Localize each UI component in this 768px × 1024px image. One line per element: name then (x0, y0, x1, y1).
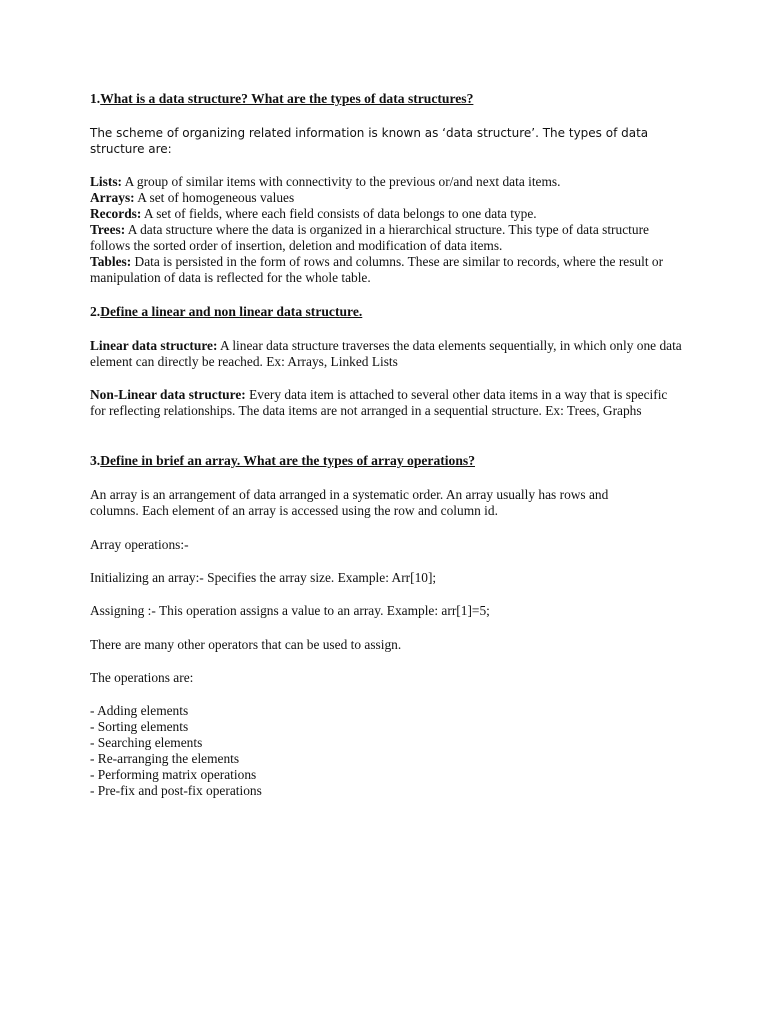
q1-heading (90, 91, 690, 107)
list-item: - Performing matrix operations (90, 767, 257, 782)
q3-para-operations-are: The operations are: (90, 670, 194, 685)
q1-title: What is a data structure? What are the types of data structures? (100, 91, 474, 106)
q2-linear-para: Linear data structure: A linear data structure traverses the data elements sequentially, in which only one data element can directly be reached. Ex: Arrays, Linked Lists (90, 338, 682, 369)
q1-item-records: Records: A set of fields, where each field consists of data belongs to one data type. (90, 206, 537, 221)
q1-item-tables: Tables: Data is persisted in the form of rows and columns. These are similar to records, where the result or manipulation of data is reflected for the whole table. (90, 254, 664, 285)
q3-para-other-operators: There are many other operators that can be used to assign. (90, 637, 402, 652)
q3-para-definition: An array is an arrangement of data arranged in a systematic order. An array usually has rows and columns. Each element of an array is accessed using the row and column id. (90, 487, 609, 518)
q3-operations-list (90, 703, 690, 799)
q2-number: 2. (90, 304, 101, 319)
list-item: - Pre-fix and post-fix operations (90, 783, 262, 798)
list-item: - Adding elements (90, 703, 189, 718)
list-item: - Searching elements (90, 735, 203, 750)
list-item: - Sorting elements (90, 719, 189, 734)
q2-nonlinear-para: Non-Linear data structure: Every data item is attached to several other data items in a way that is specific for reflecting relationships. The data items are not arranged in a sequential structure. Ex: Trees, Graphs (90, 387, 668, 418)
q3-para-array-operations: Array operations:- (90, 537, 189, 552)
q1-number: 1. (90, 91, 101, 106)
q3-para-assigning: Assigning :- This operation assigns a value to an array. Example: arr[1]=5; (90, 603, 490, 618)
q2-heading (90, 304, 690, 320)
q3-para-initializing: Initializing an array:- Specifies the array size. Example: Arr[10]; (90, 570, 437, 585)
q1-type-list (90, 174, 680, 286)
q1-item-lists: Lists: A group of similar items with connectivity to the previous or/and next data items. (90, 174, 561, 189)
q2-title: Define a linear and non linear data structure. (100, 304, 363, 319)
q1-intro: The scheme of organizing related information is known as ‘data structure’. The types of data structure are: (90, 126, 649, 156)
q1-item-trees: Trees: A data structure where the data is organized in a hierarchical structure. This type of data structure follows the sorted order of insertion, deletion and modification of data items. (90, 222, 649, 253)
q3-number: 3. (90, 453, 101, 468)
q3-title: Define in brief an array. What are the types of array operations? (100, 453, 475, 468)
list-item: - Re-arranging the elements (90, 751, 240, 766)
q1-item-arrays: Arrays: A set of homogeneous values (90, 190, 295, 205)
q3-heading (90, 453, 690, 469)
